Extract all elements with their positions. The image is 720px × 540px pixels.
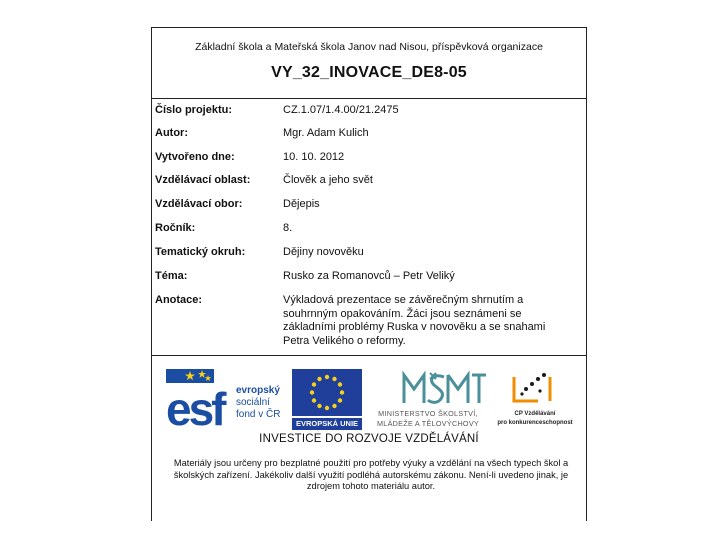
meta-label: Anotace: xyxy=(155,294,203,306)
meta-label: Číslo projektu: xyxy=(155,104,233,116)
meta-label: Vytvořeno dne: xyxy=(155,151,235,163)
meta-label: Vzdělávací oblast: xyxy=(155,174,251,186)
eu-flag-icon xyxy=(292,369,362,416)
esf-logo xyxy=(166,369,282,429)
meta-value: Rusko za Romanovců – Petr Veliký xyxy=(283,270,455,282)
meta-value: 8. xyxy=(283,222,293,234)
investment-slogan: INVESTICE DO ROZVOJE VZDĚLÁVÁNÍ xyxy=(259,433,479,445)
eu-logo xyxy=(292,369,362,430)
svg-text:esf: esf xyxy=(166,383,224,429)
cp-text: CP Vzdělávání xyxy=(514,411,556,417)
cp-text: pro konkurenceschopnost xyxy=(497,420,573,426)
msmt-text: MLÁDEŽE A TĚLOVÝCHOVY xyxy=(376,419,480,428)
cp-logo xyxy=(492,367,578,431)
material-code: VY_32_INOVACE_DE8-05 xyxy=(271,64,467,81)
meta-label: Téma: xyxy=(155,270,188,282)
usage-note: Materiály jsou určeny pro bezplatné použití pro potřeby výuky a vzdělání na všech typech škol a školských zařízení. Jakékoliv další využití podléhá autorskému zákonu. Není-li uvedeno jinak, je zdrojem tohoto materiálu autor. xyxy=(173,458,569,491)
meta-label: Autor: xyxy=(155,127,188,139)
msmt-text: MINISTERSTVO ŠKOLSTVÍ, xyxy=(378,409,478,418)
metadata-table xyxy=(152,98,586,356)
eu-caption: EVROPSKÁ UNIE xyxy=(292,418,362,430)
school-name: Základní škola a Mateřská škola Janov nad Nisou, příspěvková organizace xyxy=(195,41,543,53)
esf-text: fond v ČR xyxy=(236,409,281,420)
meta-value: Dějiny novověku xyxy=(283,246,364,258)
meta-value: 10. 10. 2012 xyxy=(283,151,345,163)
logo-band xyxy=(152,355,586,521)
meta-label: Vzdělávací obor: xyxy=(155,198,243,210)
meta-value: CZ.1.07/1.4.00/21.2475 xyxy=(283,104,399,116)
msmt-logo xyxy=(368,369,488,431)
header-box xyxy=(152,28,586,99)
meta-label: Tematický okruh: xyxy=(155,246,246,258)
meta-label: Ročník: xyxy=(155,222,196,234)
esf-text: sociální xyxy=(236,397,270,408)
esf-text: evropský xyxy=(236,385,280,396)
meta-value: Výkladová prezentace se závěrečným shrnutím a souhrnným opakováním. Žáci jsou seznámeni se základními problémy Ruska v novověku a se snahami Petra Velikého o reformy. xyxy=(283,294,546,347)
meta-value: Mgr. Adam Kulich xyxy=(283,127,369,139)
meta-value: Dějepis xyxy=(283,198,320,210)
meta-value: Člověk a jeho svět xyxy=(283,174,373,186)
title-sheet xyxy=(151,27,587,521)
